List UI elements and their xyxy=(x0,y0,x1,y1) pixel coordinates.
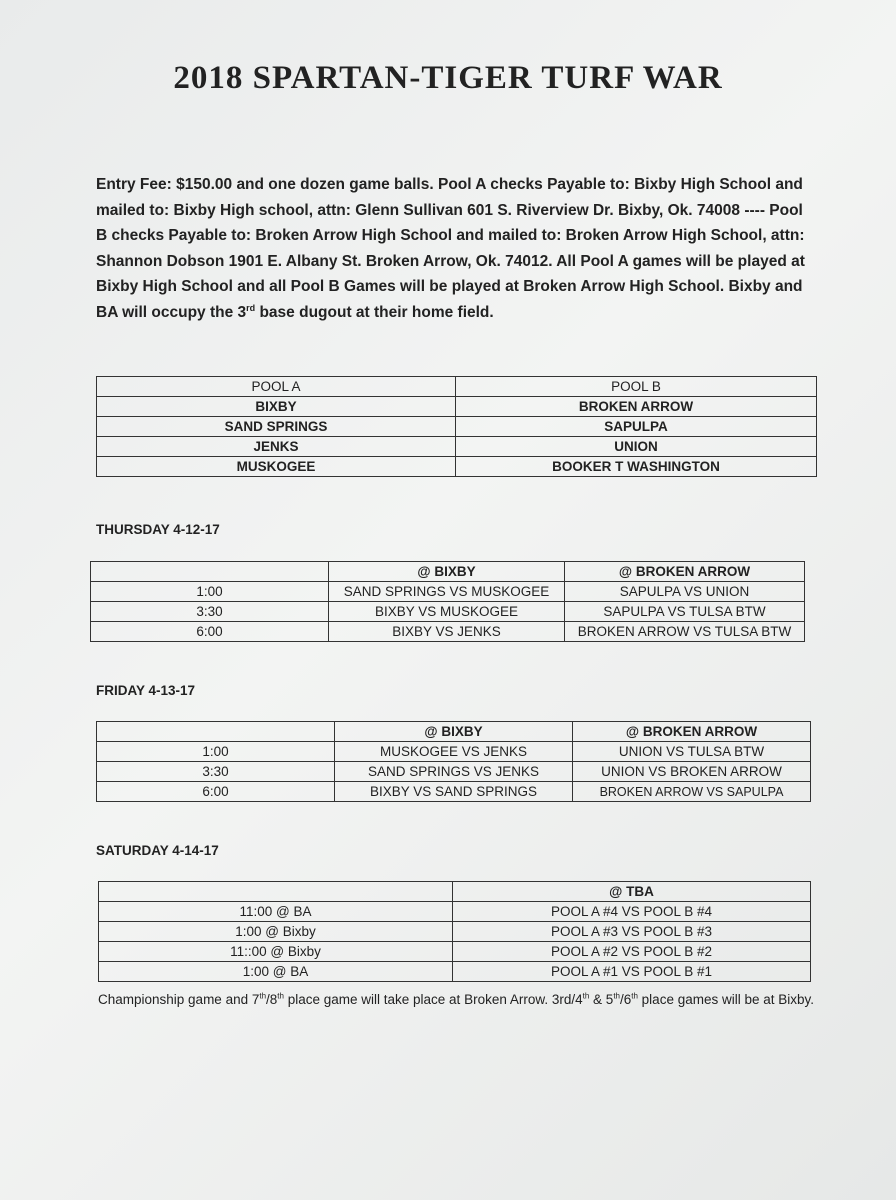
note-superscript: th xyxy=(613,991,620,1001)
intro-superscript: rd xyxy=(246,302,256,313)
document-title: 2018 SPARTAN-TIGER TURF WAR xyxy=(173,60,723,96)
broken-arrow-header: @ BROKEN ARROW xyxy=(565,562,805,582)
pool-b-team: UNION xyxy=(456,437,817,457)
tba-header: @ TBA xyxy=(453,882,811,902)
entry-fee-paragraph xyxy=(96,172,816,325)
table-header-row xyxy=(99,882,811,902)
tba-game: POOL A #3 VS POOL B #3 xyxy=(453,922,811,942)
broken-arrow-game: BROKEN ARROW VS SAPULPA xyxy=(573,782,811,802)
note-text: place games will be at Bixby. xyxy=(637,992,815,1007)
time-header xyxy=(97,722,335,742)
table-row xyxy=(99,942,811,962)
pool-a-header: POOL A xyxy=(97,377,456,397)
table-row xyxy=(91,582,805,602)
intro-text-end: base dugout at their home field. xyxy=(255,303,494,321)
table-row xyxy=(91,602,805,622)
broken-arrow-game: SAPULPA VS UNION xyxy=(565,582,805,602)
game-time: 3:30 xyxy=(91,602,329,622)
table-row xyxy=(97,437,817,457)
thursday-schedule-table xyxy=(90,561,805,642)
table-row xyxy=(97,457,817,477)
bixby-game: BIXBY VS SAND SPRINGS xyxy=(335,782,573,802)
table-header-row xyxy=(97,377,817,397)
pool-a-team: MUSKOGEE xyxy=(97,457,456,477)
bixby-game: SAND SPRINGS VS MUSKOGEE xyxy=(329,582,565,602)
note-text: /8 xyxy=(266,992,278,1007)
tba-game: POOL A #2 VS POOL B #2 xyxy=(453,942,811,962)
broken-arrow-game: BROKEN ARROW VS TULSA BTW xyxy=(565,622,805,642)
game-time: 1:00 @ BA xyxy=(99,962,453,982)
saturday-heading: SATURDAY 4-14-17 xyxy=(96,843,219,858)
pools-table xyxy=(96,376,817,477)
saturday-schedule-table xyxy=(98,881,811,982)
pool-b-header: POOL B xyxy=(456,377,817,397)
bixby-header: @ BIXBY xyxy=(335,722,573,742)
note-superscript: th xyxy=(277,991,284,1001)
note-text: place game will take place at Broken Arrow. 3rd/4 xyxy=(283,992,583,1007)
table-row xyxy=(97,397,817,417)
table-row xyxy=(97,762,811,782)
pool-b-team: SAPULPA xyxy=(456,417,817,437)
table-row xyxy=(99,922,811,942)
note-text: & 5 xyxy=(589,992,614,1007)
table-row xyxy=(91,622,805,642)
table-row xyxy=(97,417,817,437)
time-header xyxy=(91,562,329,582)
note-text: /6 xyxy=(619,992,632,1007)
bixby-game: MUSKOGEE VS JENKS xyxy=(335,742,573,762)
note-text: Championship game and 7 xyxy=(98,992,260,1007)
note-superscript: th xyxy=(582,991,590,1001)
table-row xyxy=(99,902,811,922)
bixby-game: BIXBY VS JENKS xyxy=(329,622,565,642)
bixby-header: @ BIXBY xyxy=(329,562,565,582)
bixby-game: SAND SPRINGS VS JENKS xyxy=(335,762,573,782)
broken-arrow-header: @ BROKEN ARROW xyxy=(573,722,811,742)
tba-game: POOL A #4 VS POOL B #4 xyxy=(453,902,811,922)
game-time: 6:00 xyxy=(91,622,329,642)
game-time: 3:30 xyxy=(97,762,335,782)
game-time: 11::00 @ Bixby xyxy=(99,942,453,962)
bixby-game: BIXBY VS MUSKOGEE xyxy=(329,602,565,622)
broken-arrow-game: UNION VS TULSA BTW xyxy=(573,742,811,762)
note-superscript: th xyxy=(631,991,638,1001)
tba-game: POOL A #1 VS POOL B #1 xyxy=(453,962,811,982)
game-time: 1:00 xyxy=(97,742,335,762)
friday-heading: FRIDAY 4-13-17 xyxy=(96,683,196,698)
table-header-row xyxy=(97,722,811,742)
pool-a-team: BIXBY xyxy=(97,397,456,417)
table-row xyxy=(99,962,811,982)
table-header-row xyxy=(91,562,805,582)
broken-arrow-game: UNION VS BROKEN ARROW xyxy=(573,762,811,782)
game-time: 1:00 xyxy=(91,582,329,602)
game-time: 6:00 xyxy=(97,782,335,802)
table-row xyxy=(97,742,811,762)
pool-a-team: JENKS xyxy=(97,437,456,457)
game-time: 1:00 @ Bixby xyxy=(99,922,453,942)
game-time: 11:00 @ BA xyxy=(99,902,453,922)
placement-games-note xyxy=(98,988,818,1011)
note-superscript: th xyxy=(259,991,267,1001)
thursday-heading: THURSDAY 4-12-17 xyxy=(96,522,220,537)
intro-text: Entry Fee: $150.00 and one dozen game balls. Pool A checks Payable to: Bixby High School and mailed to: Bixby High school, attn: Glenn Sullivan 601 S. Riverview Dr. Bixby, Ok. 74008 ---- Pool B checks Payable to: Broken Arrow High School and mailed to: Broken Arrow High School, attn: Shannon Dobson 1901 E. Albany St. Broken Arrow, Ok. 74012. All Pool A games will be played at Bixby High School and all Pool B Games will be played at Broken Arrow High School. Bixby and BA will occupy the 3 xyxy=(96,176,805,321)
friday-schedule-table xyxy=(96,721,811,802)
pool-b-team: BROKEN ARROW xyxy=(456,397,817,417)
pool-a-team: SAND SPRINGS xyxy=(97,417,456,437)
broken-arrow-game: SAPULPA VS TULSA BTW xyxy=(565,602,805,622)
table-row xyxy=(97,782,811,802)
pool-b-team: BOOKER T WASHINGTON xyxy=(456,457,817,477)
time-header xyxy=(99,882,453,902)
